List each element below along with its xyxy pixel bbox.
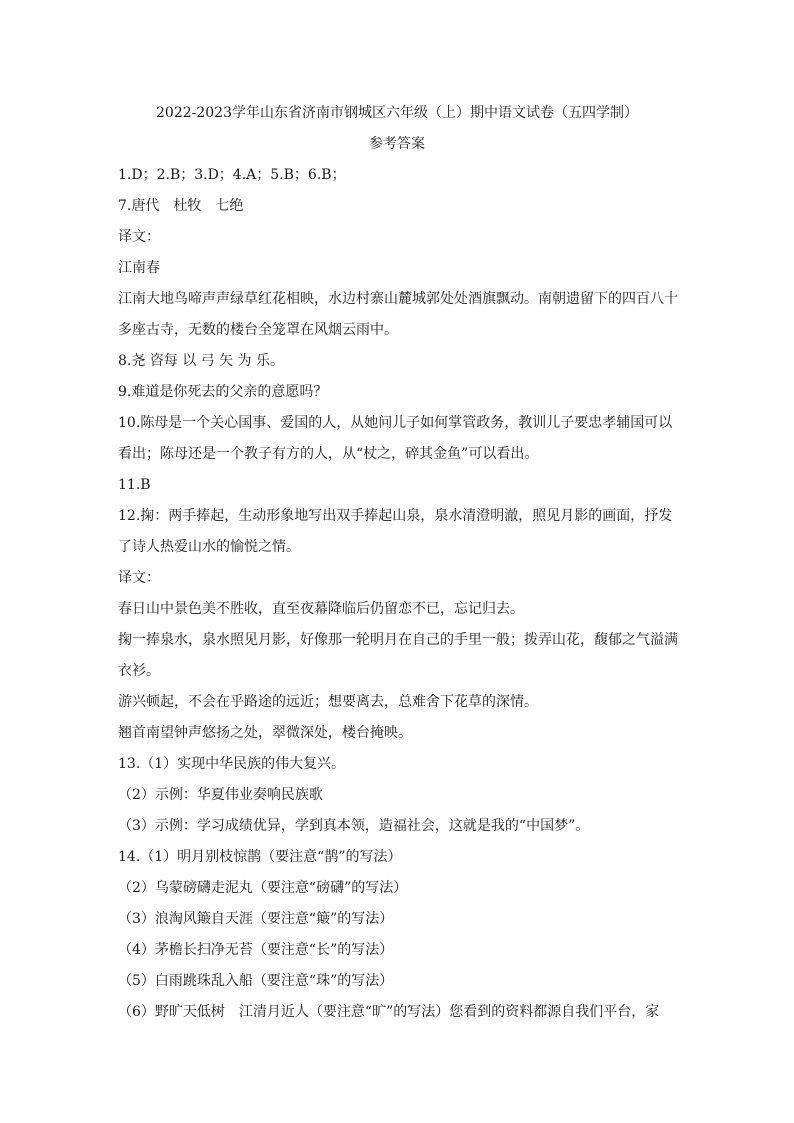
translation-line: 掬一捧泉水，泉水照见月影，好像那一轮明月在自己的手里一般；拨弄山花，馥郁之气溢满 bbox=[118, 632, 678, 648]
translation-line: 春日山中景色美不胜收，直至夜幕降临后仍留恋不已，忘记归去。 bbox=[118, 601, 524, 617]
answer-line-14-6: （6）野旷天低树 江清月近人（要注意“旷”的写法）您看到的资料都源自我们平台，家 bbox=[118, 1004, 660, 1020]
answer-line-14-4: （4）茅檐长扫净无苔（要注意“长”的写法） bbox=[118, 942, 394, 958]
document-subtitle: 参考答案 bbox=[369, 136, 425, 152]
answer-line-14-5: （5）白雨跳珠乱入船（要注意“珠”的写法） bbox=[118, 973, 394, 989]
translation-line: 游兴顿起，不会在乎路途的远近；想要离去，总难舍下花草的深情。 bbox=[118, 694, 538, 710]
translation-line: 多座古寺，无数的楼台全笼罩在风烟云雨中。 bbox=[118, 322, 398, 338]
translation-label: 译文： bbox=[118, 570, 160, 586]
translation-line: 江南大地鸟啼声声绿草红花相映，水边村寨山麓城郭处处酒旗飘动。南朝遗留下的四百八十 bbox=[118, 291, 678, 307]
answer-line-12: 12.掬：两手捧起，生动形象地写出双手捧起山泉，泉水清澄明澈，照见月影的画面，抒发 bbox=[118, 508, 673, 524]
answer-line-14-2: （2）乌蒙磅礴走泥丸（要注意“磅礴”的写法） bbox=[118, 880, 408, 896]
answer-line-13-2: （2）示例：华夏伟业奏响民族歌 bbox=[118, 787, 323, 803]
answer-line-10-cont: 看出；陈母还是一个教子有方的人，从“杖之，碎其金鱼”可以看出。 bbox=[118, 446, 539, 462]
answer-line-12-cont: 了诗人热爱山水的愉悦之情。 bbox=[118, 539, 300, 555]
answer-line-1-6: 1.D；2.B；3.D；4.A；5.B；6.B； bbox=[118, 167, 346, 183]
answer-line-13-1: 13.（1）实现中华民族的伟大复兴。 bbox=[118, 756, 346, 772]
document-title: 2022-2023学年山东省济南市钢城区六年级（上）期中语文试卷（五四学制） bbox=[156, 105, 638, 121]
poem-title: 江南春 bbox=[118, 260, 160, 276]
answer-line-9: 9.难道是你死去的父亲的意愿吗？ bbox=[118, 384, 328, 400]
answer-line-11: 11.B bbox=[118, 477, 151, 493]
translation-line: 翘首南望钟声悠扬之处，翠微深处，楼台掩映。 bbox=[118, 725, 412, 741]
answer-line-7: 7.唐代 杜牧 七绝 bbox=[118, 198, 244, 214]
answer-line-14-1: 14.（1）明月别枝惊鹊（要注意“鹊”的写法） bbox=[118, 849, 402, 865]
answer-line-13-3: （3）示例：学习成绩优异，学到真本领，造福社会，这就是我的“中国梦”。 bbox=[118, 818, 590, 834]
translation-line: 衣衫。 bbox=[118, 663, 160, 679]
answer-line-14-3: （3）浪淘风簸自天涯（要注意“簸”的写法） bbox=[118, 911, 394, 927]
translation-label: 译文： bbox=[118, 229, 160, 245]
answer-line-8: 8.尧 咨每 以 弓 矢 为 乐。 bbox=[118, 353, 285, 369]
answer-line-10: 10.陈母是一个关心国事、爱国的人，从她问儿子如何掌管政务，教训儿子要忠孝辅国可以 bbox=[118, 415, 673, 431]
